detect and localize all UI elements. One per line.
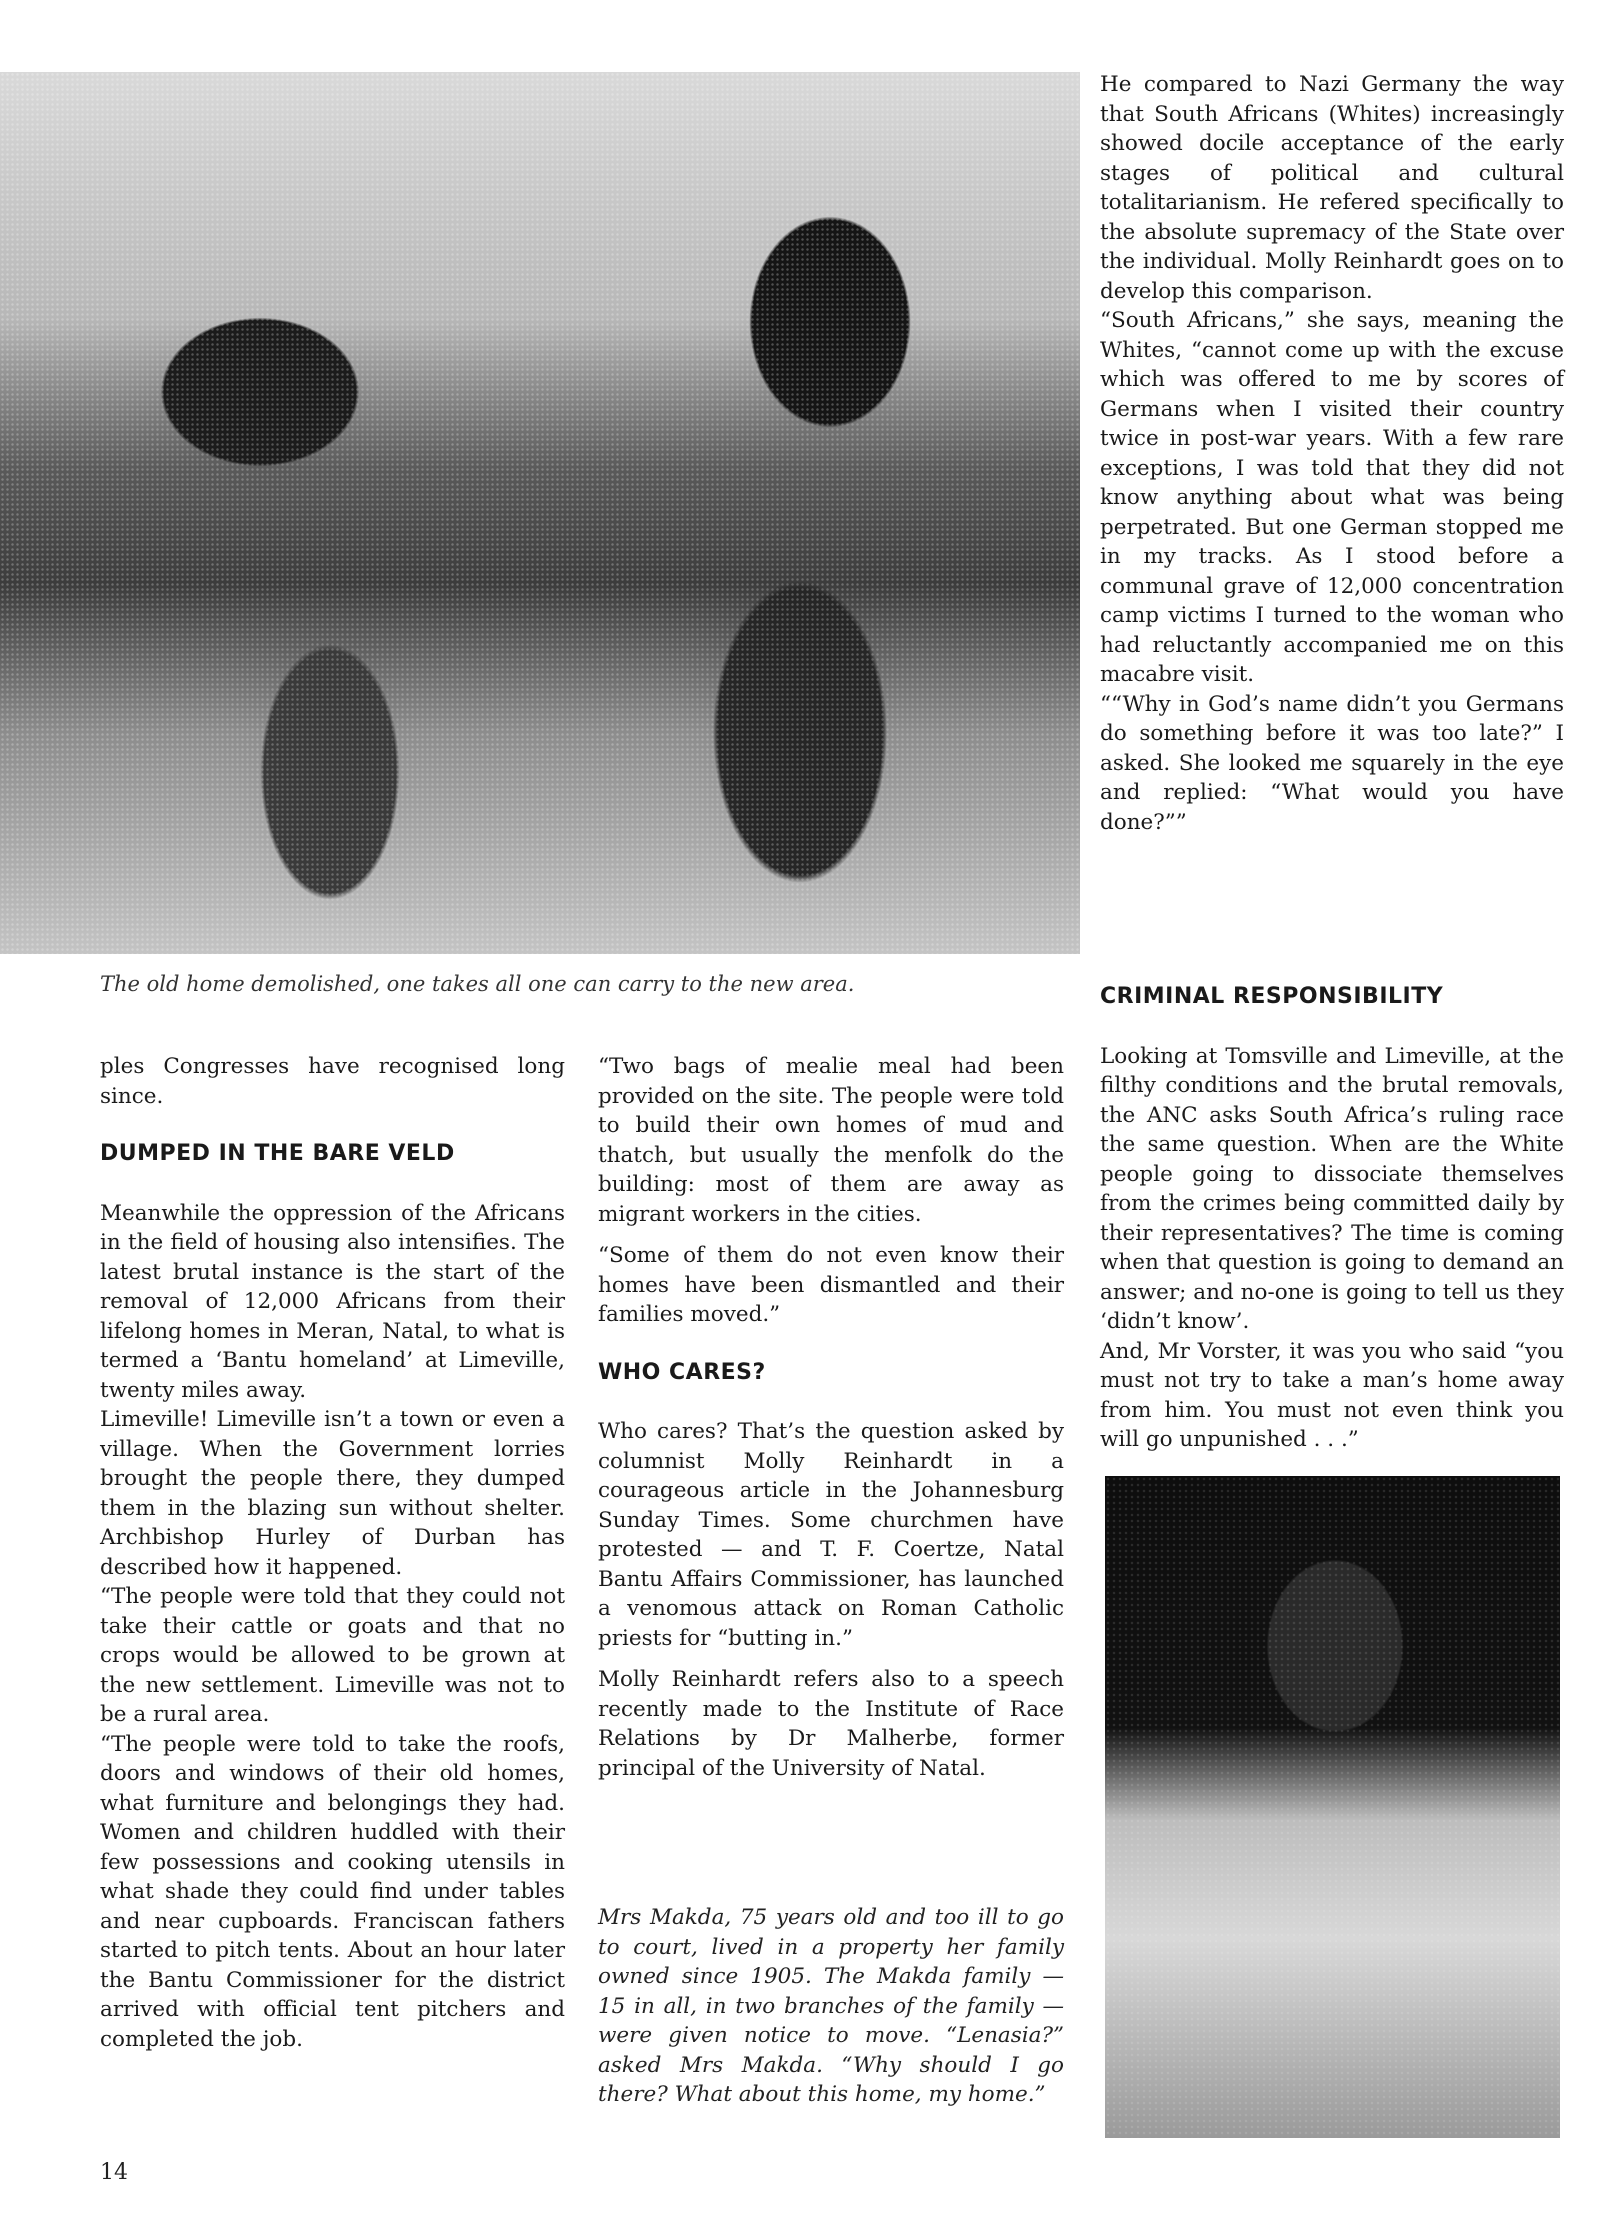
- middle-paragraph: “Two bags of mealie meal had been provided on the site. The people were told to build their own homes of mud and thatch, but usually the menfolk do the building: most of them are away as migrant workers in the cities.: [598, 1054, 1064, 1227]
- left-paragraph: Limeville! Limeville isn’t a town or even a village. When the Government lorries brought the people there, they dumped them in the blazing sun without shelter. Archbishop Hurley of Durban has described how it happened.: [100, 1407, 565, 1580]
- middle-paragraph: Molly Reinhardt refers also to a speech recently made to the Institute of Race Relations by Dr Malherbe, former principal of the University of Natal.: [598, 1667, 1064, 1781]
- page-number: 14: [100, 2160, 128, 2185]
- left-column: [100, 1052, 565, 2054]
- left-paragraph: “The people were told to take the roofs, doors and windows of their old homes, what furniture and belongings they had. Women and children huddled with their few possessions and cooking utensils in what shade they could find under tables and near cupboards. Franciscan fathers started to pitch tents. About an hour later the Bantu Commissioner for the district arrived with official tent pitchers and completed the job.: [100, 1731, 565, 2052]
- right-paragraph: Looking at Tomsville and Limeville, at the filthy conditions and the brutal removals, the ANC asks South Africa’s ruling race the same question. When are the White people going to dissociate themselves from the crimes being committed daily by their representatives? The time is coming when that question is going to demand an answer; and no-one is going to tell us they ‘didn’t know’.: [1100, 1043, 1564, 1334]
- right-paragraph: And, Mr Vorster, it was you who said “you must not try to take a man’s home away from him. You must not even think you will go unpunished . . .”: [1100, 1338, 1564, 1452]
- photo-grain: [0, 72, 1080, 954]
- photo-grain: [1105, 1476, 1560, 2138]
- photo-women-carrying-belongings: [0, 72, 1080, 954]
- middle-paragraph: Who cares? That’s the question asked by columnist Molly Reinhardt in a courageous article in the Johannesburg Sunday Times. Some churchmen have protested — and T. F. Coertze, Natal Bantu Affairs Commissioner, has launched a venomous attack on Roman Catholic priests for “butting in.”: [598, 1419, 1064, 1651]
- middle-paragraph: “Some of them do not even know their homes have been dismantled and their families moved.”: [598, 1243, 1064, 1327]
- middle-column: [598, 1052, 1064, 1783]
- photo-top-caption: The old home demolished, one takes all one can carry to the new area.: [100, 972, 855, 996]
- right-column: [1100, 70, 1564, 837]
- left-paragraph: “The people were told that they could not take their cattle or goats and that no crops would be allowed to be grown at the new settlement. Limeville was not to be a rural area.: [100, 1584, 565, 1727]
- right-paragraph: He compared to Nazi Germany the way that South Africans (Whites) increasingly showed docile acceptance of the early stages of political and cultural totalitarianism. He refered specifically to the absolute supremacy of the State over the individual. Molly Reinhardt goes on to develop this comparison.: [1100, 72, 1564, 304]
- section-heading-dumped: DUMPED IN THE BARE VELD: [100, 1141, 455, 1166]
- left-paragraph: ples Congresses have recognised long since.: [100, 1054, 565, 1109]
- right-column-lower: [1100, 982, 1564, 1455]
- section-heading-who-cares: WHO CARES?: [598, 1359, 766, 1385]
- right-paragraph: “South Africans,” she says, meaning the Whites, “cannot come up with the excuse which was offered to me by scores of Germans when I visited their country twice in post-war years. With a few rare exceptions, I was told that they did not know anything about what was being perpetrated. But one German stopped me in my tracks. As I stood before a communal grave of 12,000 concentration camp victims I turned to the woman who had reluctantly accompanied me on this macabre visit.: [1100, 308, 1564, 687]
- left-paragraph: Meanwhile the oppression of the Africans in the field of housing also intensifies. The latest brutal instance is the start of the removal of 12,000 Africans from their lifelong homes in Meran, Natal, to what is termed a ‘Bantu homeland’ at Limeville, twenty miles away.: [100, 1200, 565, 1403]
- photo-mrs-makda-portrait: [1105, 1476, 1560, 2138]
- section-heading-criminal-responsibility: CRIMINAL RESPONSIBILITY: [1100, 984, 1444, 1009]
- photo-bottom-caption: Mrs Makda, 75 years old and too ill to go to court, lived in a property her family owned since 1905. The Makda family — 15 in all, in two branches of the family — were given notice to move. “Lenasia?” asked Mrs Makda. “Why should I go there? What about this home, my home.”: [598, 1905, 1064, 2107]
- right-paragraph: ““Why in God’s name didn’t you Germans do something before it was too late?” I asked. She looked me squarely in the eye and replied: “What would you have done?””: [1100, 691, 1564, 835]
